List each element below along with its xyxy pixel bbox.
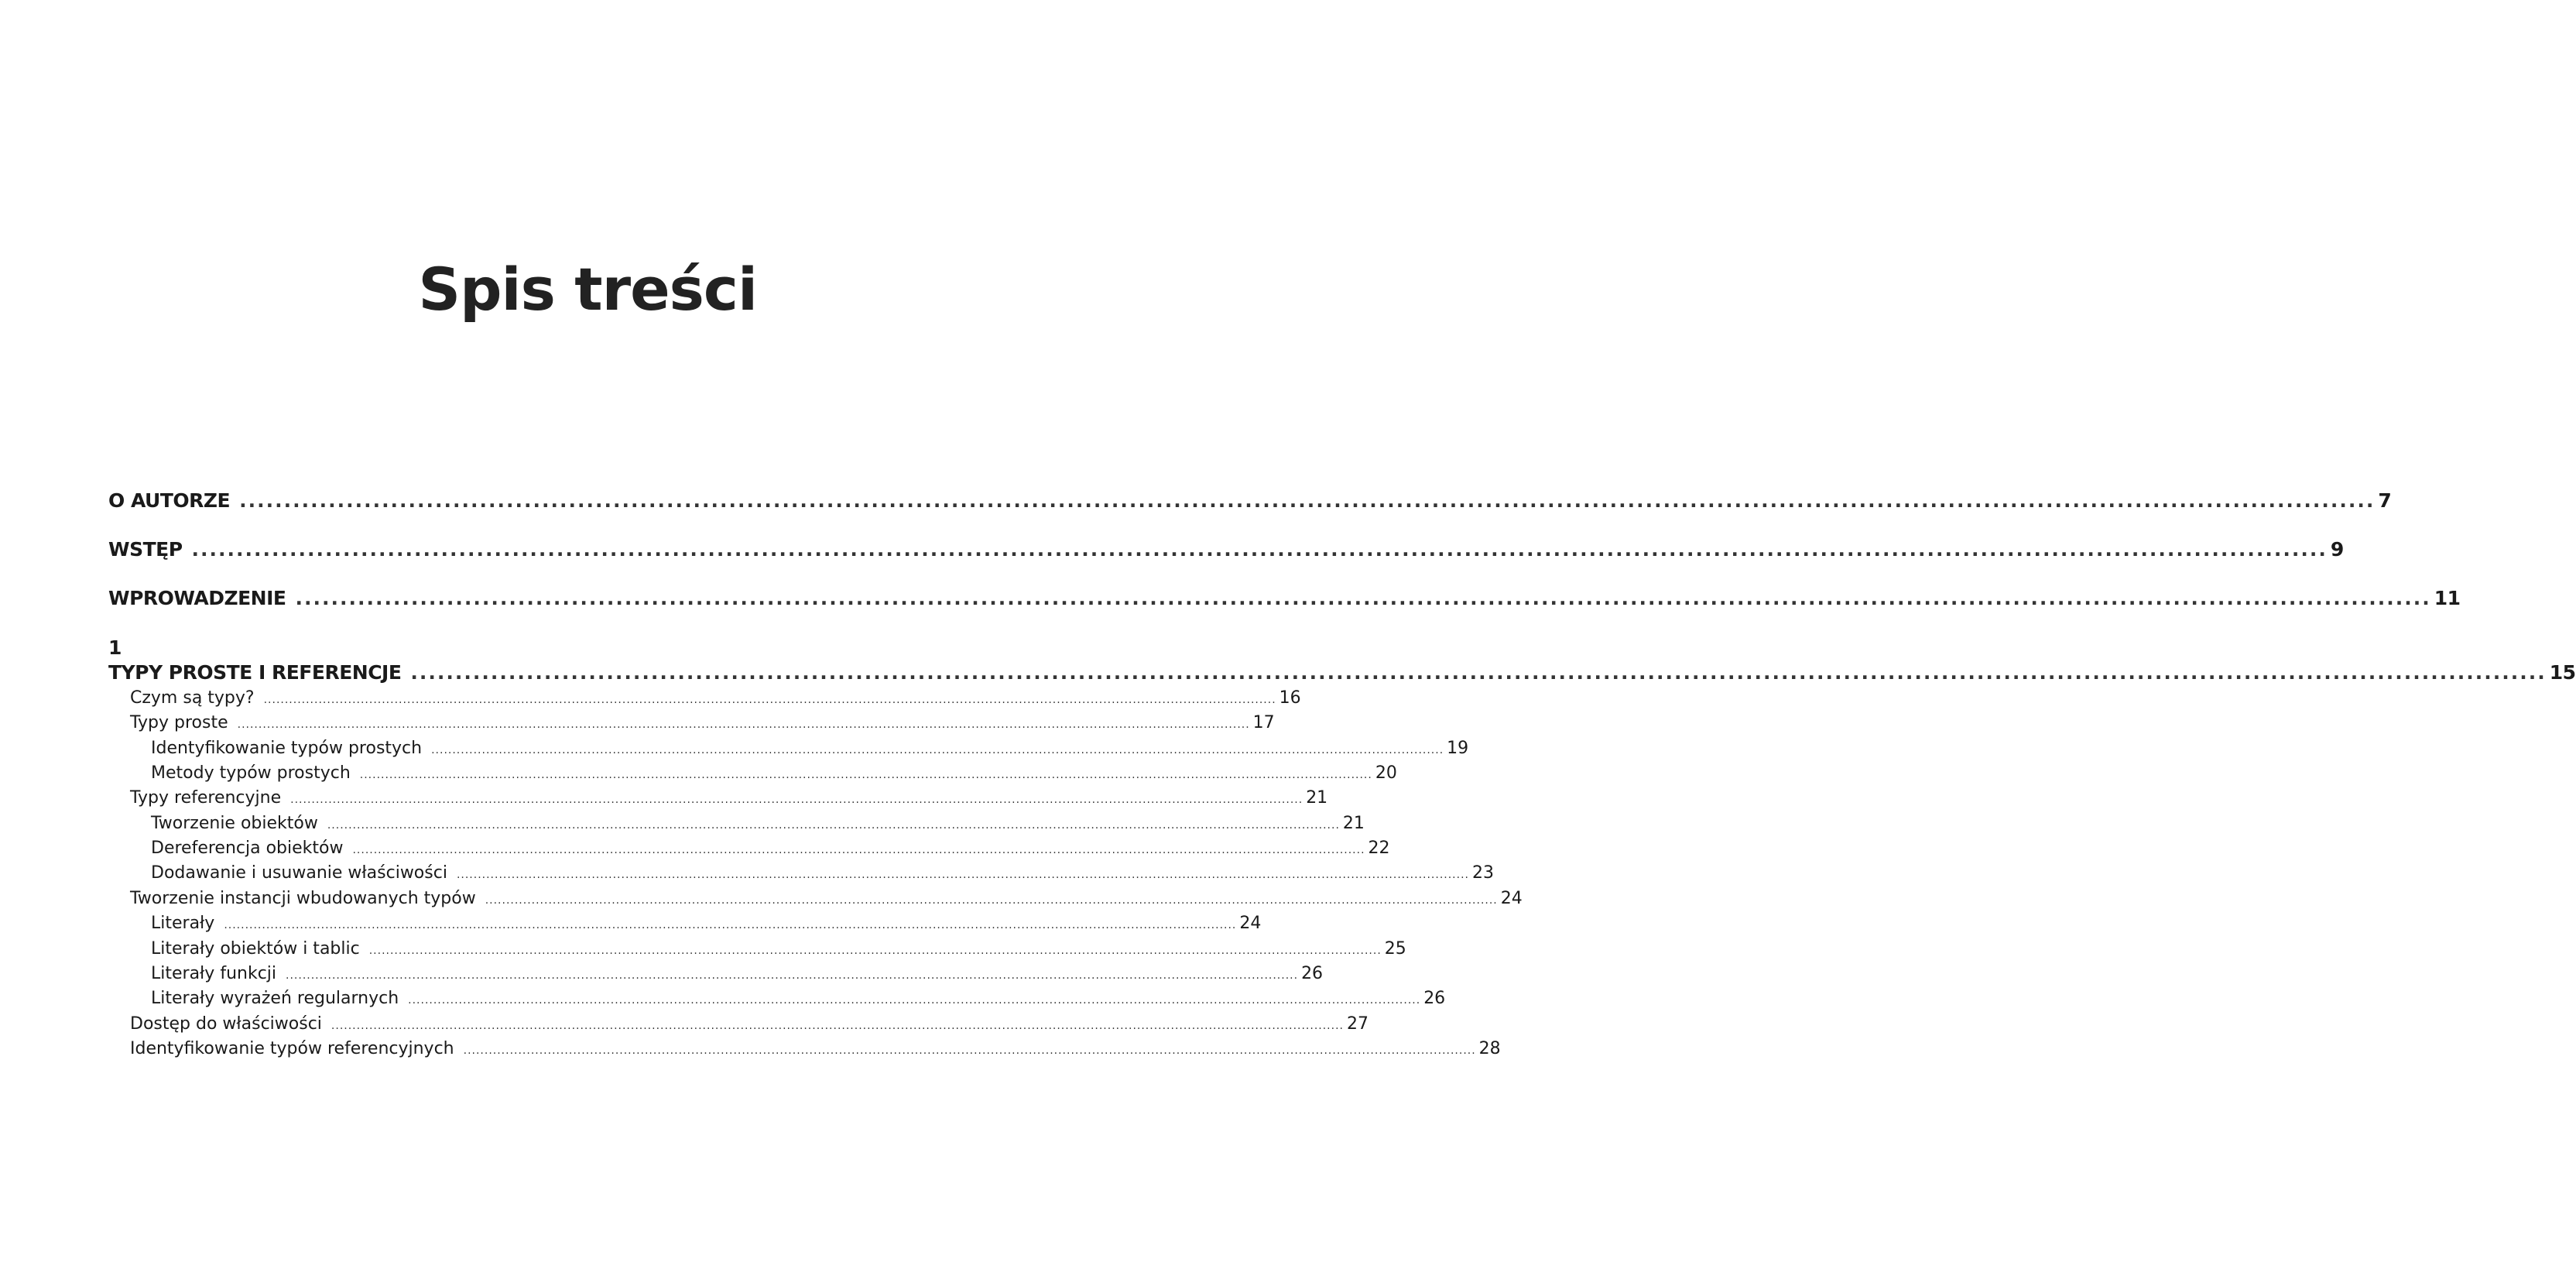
dot-leader: ................................................................................................................................................................................................................................................ xyxy=(410,661,2547,684)
page-title: Spis treści xyxy=(418,255,757,324)
toc-entry[interactable] xyxy=(151,914,1262,933)
toc-entry[interactable] xyxy=(130,889,1523,908)
dot-leader: ................................................................................................................................................................................................................................................ xyxy=(431,744,1444,756)
dot-leader: ................................................................................................................................................................................................................................................ xyxy=(239,489,2376,512)
toc-entry[interactable] xyxy=(151,814,1365,833)
toc-page-number: 21 xyxy=(1342,814,1365,833)
dot-leader: ................................................................................................................................................................................................................................................ xyxy=(368,945,1382,957)
toc-page-number: 27 xyxy=(1346,1014,1368,1034)
dot-leader: ................................................................................................................................................................................................................................................ xyxy=(286,969,1299,982)
toc-entry-label: Tworzenie obiektów xyxy=(151,814,318,833)
toc-entry-label: Dostęp do właściwości xyxy=(130,1014,322,1034)
toc-page-number: 28 xyxy=(1478,1039,1501,1058)
dot-leader: ................................................................................................................................................................................................................................................ xyxy=(456,869,1469,881)
toc-entry-label: Metody typów prostych xyxy=(151,763,351,783)
toc-entry-label: Dereferencja obiektów xyxy=(151,839,344,858)
dot-leader: ................................................................................................................................................................................................................................................ xyxy=(263,694,1276,706)
toc-entry[interactable] xyxy=(130,1014,1368,1034)
toc-page-number: 21 xyxy=(1306,788,1328,808)
toc-entry-preface[interactable] xyxy=(108,538,2344,561)
dot-leader: ................................................................................................................................................................................................................................................ xyxy=(224,919,1237,931)
chapter-number: 1 xyxy=(108,636,122,659)
toc-entry-label: Literały wyrażeń regularnych xyxy=(151,989,399,1008)
toc-entry-label: Typy proste xyxy=(130,713,228,732)
toc-entry-chapter-1[interactable] xyxy=(108,661,2576,684)
toc-entry[interactable] xyxy=(130,713,1275,732)
dot-leader: ................................................................................................................................................................................................................................................ xyxy=(331,1020,1344,1032)
dot-leader: ................................................................................................................................................................................................................................................ xyxy=(359,769,1372,781)
toc-entry[interactable] xyxy=(151,863,1494,883)
toc-page-number: 17 xyxy=(1252,713,1275,732)
dot-leader: ................................................................................................................................................................................................................................................ xyxy=(352,844,1365,856)
toc-entry[interactable] xyxy=(151,989,1446,1008)
toc-page-number: 15 xyxy=(2549,661,2576,684)
toc-entry[interactable] xyxy=(151,964,1324,983)
dot-leader: ................................................................................................................................................................................................................................................ xyxy=(327,819,1340,832)
toc-entry-label: Literały obiektów i tablic xyxy=(151,939,360,959)
dot-leader: ................................................................................................................................................................................................................................................ xyxy=(295,587,2431,609)
dot-leader: ................................................................................................................................................................................................................................................ xyxy=(290,794,1303,806)
toc-entry-label: TYPY PROSTE I REFERENCJE xyxy=(108,661,402,684)
toc-entry-label: Literały funkcji xyxy=(151,964,277,983)
toc-entry[interactable] xyxy=(130,788,1328,808)
toc-entry[interactable] xyxy=(151,763,1397,783)
toc-entry[interactable] xyxy=(130,688,1301,708)
toc-page-number: 7 xyxy=(2378,489,2392,512)
toc-page-number: 24 xyxy=(1239,914,1262,933)
toc-entry-label: Identyfikowanie typów referencyjnych xyxy=(130,1039,454,1058)
toc-page-number: 11 xyxy=(2434,587,2461,609)
dot-leader: ................................................................................................................................................................................................................................................ xyxy=(485,894,1498,907)
toc-entry-about-author[interactable] xyxy=(108,489,2392,512)
toc-entry-label: Tworzenie instancji wbudowanych typów xyxy=(130,889,476,908)
toc-entry-label: Czym są typy? xyxy=(130,688,255,708)
toc-entry-label: WPROWADZENIE xyxy=(108,587,286,609)
dot-leader: ................................................................................................................................................................................................................................................ xyxy=(191,538,2328,561)
toc-entry-label: Identyfikowanie typów prostych xyxy=(151,739,423,758)
toc-entry-label: WSTĘP xyxy=(108,538,183,561)
toc-page-number: 19 xyxy=(1447,739,1469,758)
toc-entry[interactable] xyxy=(151,939,1406,959)
toc-page-number: 9 xyxy=(2330,538,2344,561)
toc-page-number: 26 xyxy=(1423,989,1446,1008)
toc-entry-label: O AUTORZE xyxy=(108,489,231,512)
toc-entry-label: Literały xyxy=(151,914,215,933)
toc-entry[interactable] xyxy=(151,739,1469,758)
toc-page-number: 22 xyxy=(1368,839,1390,858)
toc-page-number: 23 xyxy=(1471,863,1494,883)
toc-page-number: 24 xyxy=(1500,889,1523,908)
toc-entry-label: Typy referencyjne xyxy=(130,788,282,808)
toc-entry-label: Dodawanie i usuwanie właściwości xyxy=(151,863,447,883)
toc-entry-introduction[interactable] xyxy=(108,587,2461,609)
dot-leader: ................................................................................................................................................................................................................................................ xyxy=(408,994,1421,1007)
dot-leader: ................................................................................................................................................................................................................................................ xyxy=(463,1044,1476,1057)
toc-page-number: 26 xyxy=(1301,964,1324,983)
toc-page-number: 25 xyxy=(1384,939,1406,959)
toc-page-number: 20 xyxy=(1375,763,1397,783)
toc-entry[interactable] xyxy=(151,839,1390,858)
dot-leader: ................................................................................................................................................................................................................................................ xyxy=(237,719,1250,731)
toc-entry[interactable] xyxy=(130,1039,1501,1058)
toc-page-number: 16 xyxy=(1279,688,1301,708)
